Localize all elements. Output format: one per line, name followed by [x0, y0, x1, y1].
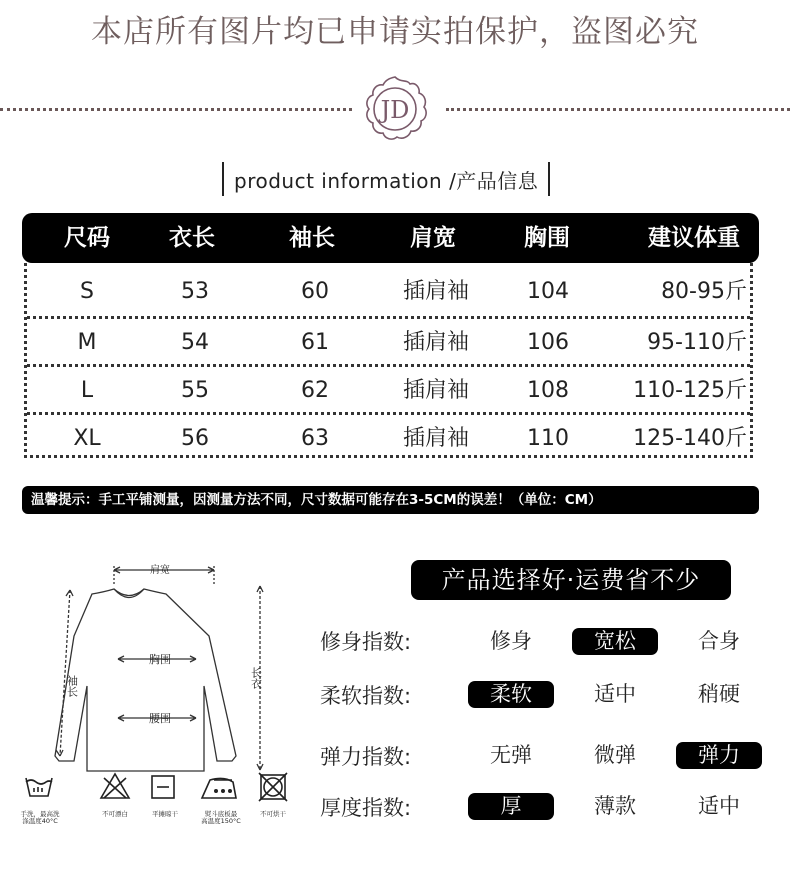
size-table-header — [22, 213, 759, 263]
cell-weight: 95-110斤 — [647, 330, 747, 355]
cell-chest: 108 — [527, 378, 569, 403]
fit-option-loose: 宽松 — [572, 628, 658, 655]
cell-weight: 125-140斤 — [633, 426, 747, 451]
cell-chest: 106 — [527, 330, 569, 355]
cell-chest: 110 — [527, 426, 569, 451]
svg-text:袖长: 袖长 — [65, 675, 79, 697]
heading-bar-right — [548, 162, 550, 196]
header-size: 尺码 — [64, 225, 110, 251]
stretch-option-stretchy: 弹力 — [676, 742, 762, 769]
header-shoulder: 肩宽 — [410, 225, 456, 251]
size-table-body — [24, 263, 753, 458]
care-label-flat-dry: 平摊晾干 — [152, 810, 178, 818]
thickness-option-thick: 厚 — [468, 793, 554, 820]
header-weight: 建议体重 — [648, 225, 740, 251]
cell-sleeve: 60 — [301, 279, 329, 304]
cell-size: M — [77, 330, 97, 355]
softness-index-label: 柔软指数: — [320, 684, 412, 708]
copyright-notice: 本店所有图片均已申请实拍保护，盗图必究 — [91, 14, 699, 50]
fit-option-slim: 修身 — [490, 629, 532, 653]
divider-right — [446, 108, 790, 111]
cell-length: 54 — [181, 330, 209, 355]
brand-logo — [354, 74, 436, 144]
cell-shoulder: 插肩袖 — [402, 378, 469, 403]
svg-text:肩宽: 肩宽 — [150, 565, 170, 576]
cell-shoulder: 插肩袖 — [402, 279, 469, 304]
table-row — [27, 364, 750, 415]
fit-index-label: 修身指数: — [320, 630, 412, 654]
cell-sleeve: 62 — [301, 378, 329, 403]
measurement-tip: 温馨提示：手工平铺测量，因测量方法不同，尺寸数据可能存在3-5CM的误差！（单位：CM） — [22, 486, 759, 514]
thickness-option-thin: 薄款 — [594, 794, 636, 818]
care-label-no-tumble-dry: 不可烘干 — [260, 810, 286, 818]
thickness-index-label: 厚度指数: — [320, 796, 412, 820]
cell-length: 56 — [181, 426, 209, 451]
softness-option-medium: 适中 — [594, 682, 636, 706]
cell-weight: 80-95斤 — [661, 279, 747, 304]
header-sleeve: 袖长 — [289, 225, 335, 251]
selection-banner: 产品选择好·运费省不少 — [411, 560, 731, 600]
care-label-hand-wash: 手洗，最高洗 涤温度40°C — [20, 810, 60, 826]
table-row — [27, 316, 750, 367]
svg-text:胸围: 胸围 — [149, 653, 171, 666]
cell-weight: 110-125斤 — [633, 378, 747, 403]
thickness-option-medium: 适中 — [698, 794, 740, 818]
care-label-iron: 熨斗底板最 高温度150°C — [201, 810, 241, 826]
stretch-option-slight: 微弹 — [594, 743, 636, 767]
svg-text:JD: JD — [380, 96, 410, 124]
table-row — [27, 412, 750, 463]
measurement-diagram — [14, 556, 304, 856]
cell-length: 53 — [181, 279, 209, 304]
cell-size: XL — [73, 426, 101, 451]
cell-size: S — [80, 279, 94, 304]
heading-text: product information /产品信息 — [234, 168, 539, 193]
cell-sleeve: 63 — [301, 426, 329, 451]
svg-text:长衣: 长衣 — [249, 667, 263, 689]
fit-option-regular: 合身 — [698, 629, 740, 653]
header-length: 衣长 — [169, 225, 215, 251]
table-row — [27, 268, 750, 316]
cell-length: 55 — [181, 378, 209, 403]
softness-option-soft: 柔软 — [468, 681, 554, 708]
stretch-option-none: 无弹 — [490, 743, 532, 767]
divider-left — [0, 108, 352, 111]
header-chest: 胸围 — [524, 225, 570, 251]
care-label-no-bleach: 不可漂白 — [102, 810, 128, 818]
cell-shoulder: 插肩袖 — [402, 426, 469, 451]
softness-option-stiff: 稍硬 — [698, 682, 740, 706]
svg-text:腰围: 腰围 — [149, 712, 171, 725]
section-heading — [222, 162, 550, 196]
cell-shoulder: 插肩袖 — [402, 330, 469, 355]
cell-chest: 104 — [527, 279, 569, 304]
cell-sleeve: 61 — [301, 330, 329, 355]
stretch-index-label: 弹力指数: — [320, 745, 412, 769]
cell-size: L — [80, 378, 94, 403]
